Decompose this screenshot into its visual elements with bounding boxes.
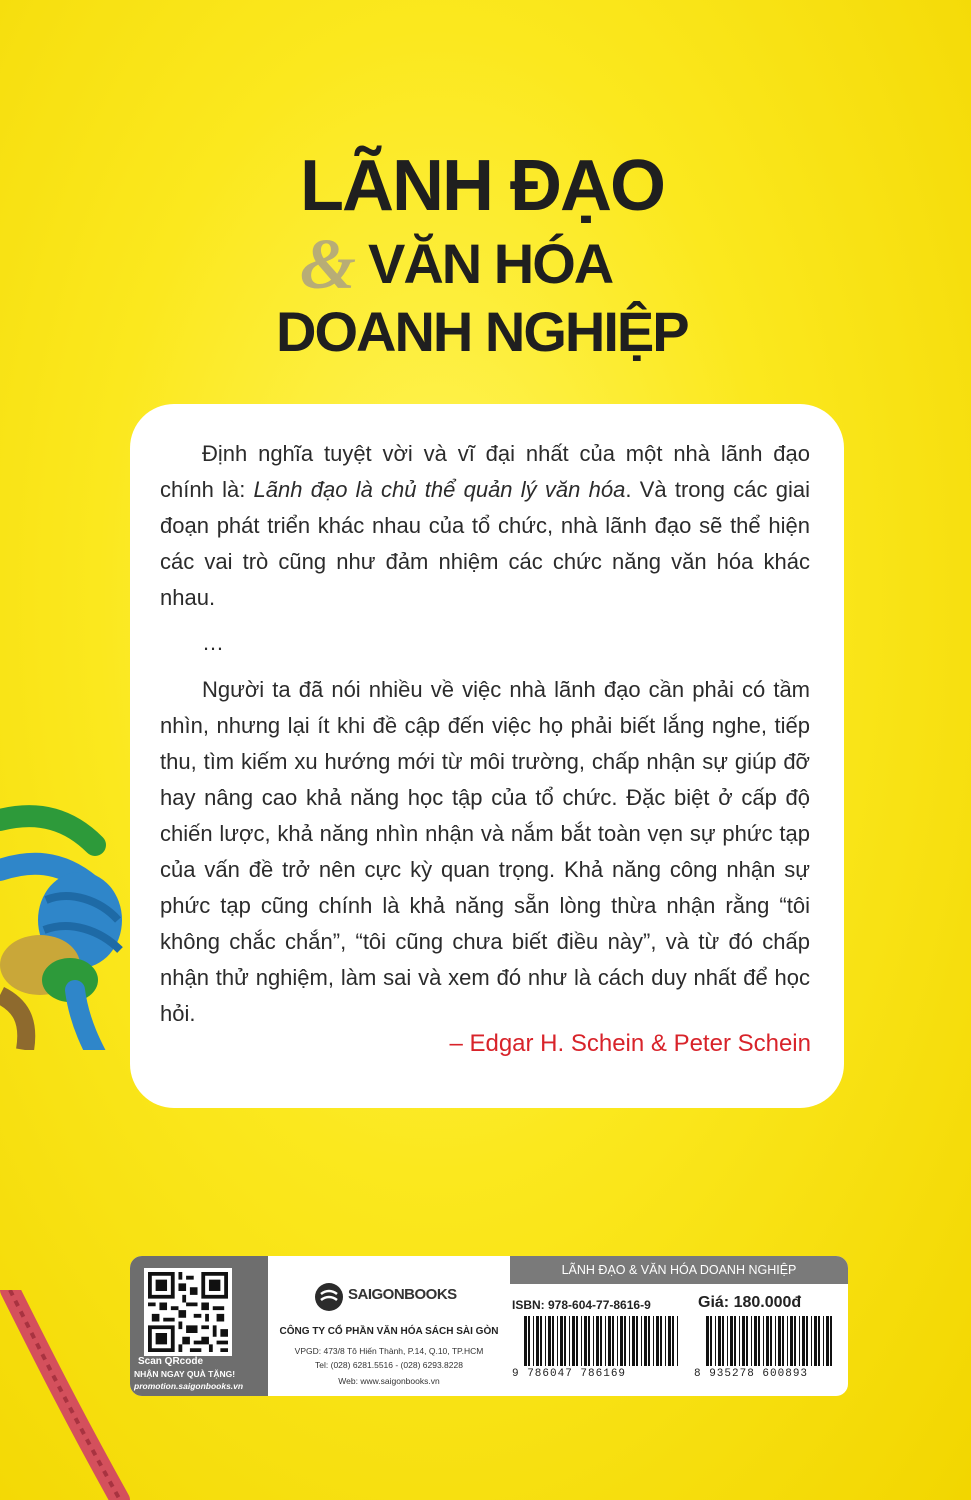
- publisher-address: VPGD: 473/8 Tô Hiến Thành, P.14, Q.10, TP.HCM: [294, 1346, 484, 1356]
- quote-para1-italic: Lãnh đạo là chủ thể quản lý văn hóa: [253, 477, 626, 502]
- title-line-1: LÃNH ĐẠO: [300, 146, 664, 226]
- publisher-web[interactable]: Web: www.saigonbooks.vn: [338, 1376, 440, 1386]
- title-ampersand: &: [300, 224, 357, 304]
- qr-panel: [130, 1256, 268, 1396]
- title-line-2: VĂN HÓA: [368, 232, 613, 295]
- publisher-panel: [270, 1256, 508, 1396]
- book-info-panel: [510, 1256, 848, 1396]
- product-barcode: [706, 1316, 832, 1366]
- isbn-barcode: [524, 1316, 680, 1366]
- quote-paragraph-2: Người ta đã nói nhiều về việc nhà lãnh đạo cần phải có tầm nhìn, nhưng lại ít khi đề cập đến việc họ phải biết lắng nghe, tiếp thu, tìm kiếm xu hướng mới từ môi trường, chấp nhận sự giúp đỡ hay nâng cao khả năng học tập của tổ chức. Đặc biệt ở cấp độ chiến lược, khả năng nhìn nhận và nắm bắt toàn vẹn sự phức tạp của vấn đề trở nên cực kỳ quan trọng. Khả năng công nhận sự phức tạp cũng chính là khả năng sẵn lòng thừa nhận rằng “tôi không chắc chắn”, “tôi cũng chưa biết điều này”, và từ đó chấp nhận thử nghiệm, làm sai và xem đó như là cách duy nhất để học hỏi.: [160, 677, 810, 1026]
- qr-code-icon: [148, 1272, 228, 1352]
- price-label: Giá: 180.000đ: [698, 1294, 802, 1311]
- publisher-logo-text: SAIGONBOOKS: [348, 1286, 457, 1303]
- qr-caption-scan: Scan QRcode: [138, 1356, 204, 1367]
- quote-ellipsis: …: [202, 630, 224, 655]
- quote-para1-part-b: . Và trong các giai đoạn phát triển khác nhau của tổ chức, nhà lãnh đạo sẽ thể hiện các vai trò cũng như đảm nhiệm các chức năng văn hóa khác nhau.: [160, 477, 810, 610]
- qr-caption-url: promotion.saigonbooks.vn: [134, 1381, 244, 1391]
- publisher-company: CÔNG TY CỔ PHẦN VĂN HÓA SÁCH SÀI GÒN: [279, 1326, 499, 1337]
- title-line-3: DOANH NGHIỆP: [276, 300, 688, 363]
- rope-knot-illustration: [0, 790, 140, 1050]
- quote-para1-part-a: Định nghĩa tuyệt vời và vĩ đại nhất của một nhà lãnh đạo chính là:: [160, 441, 810, 502]
- quote-paragraph-1: [160, 436, 810, 616]
- qr-code[interactable]: [144, 1268, 232, 1356]
- red-rope-illustration: [0, 1290, 140, 1500]
- book-title: [0, 0, 971, 380]
- saigonbooks-logo-icon: [314, 1282, 344, 1312]
- isbn-barcode-number: 9 786047 786169: [512, 1368, 627, 1380]
- product-barcode-number: 8 935278 600893: [694, 1368, 809, 1380]
- isbn-label: ISBN: 978-604-77-8616-9: [512, 1298, 651, 1312]
- quote-author: – Edgar H. Schein & Peter Schein: [449, 1030, 811, 1057]
- footer-band: [130, 1256, 848, 1396]
- series-title-bar: LÃNH ĐẠO & VĂN HÓA DOANH NGHIỆP: [510, 1256, 848, 1284]
- qr-caption-gift: NHẬN NGAY QUÀ TẶNG!: [134, 1369, 236, 1379]
- publisher-phone: Tel: (028) 6281.5516 - (028) 6293.8228: [315, 1360, 463, 1370]
